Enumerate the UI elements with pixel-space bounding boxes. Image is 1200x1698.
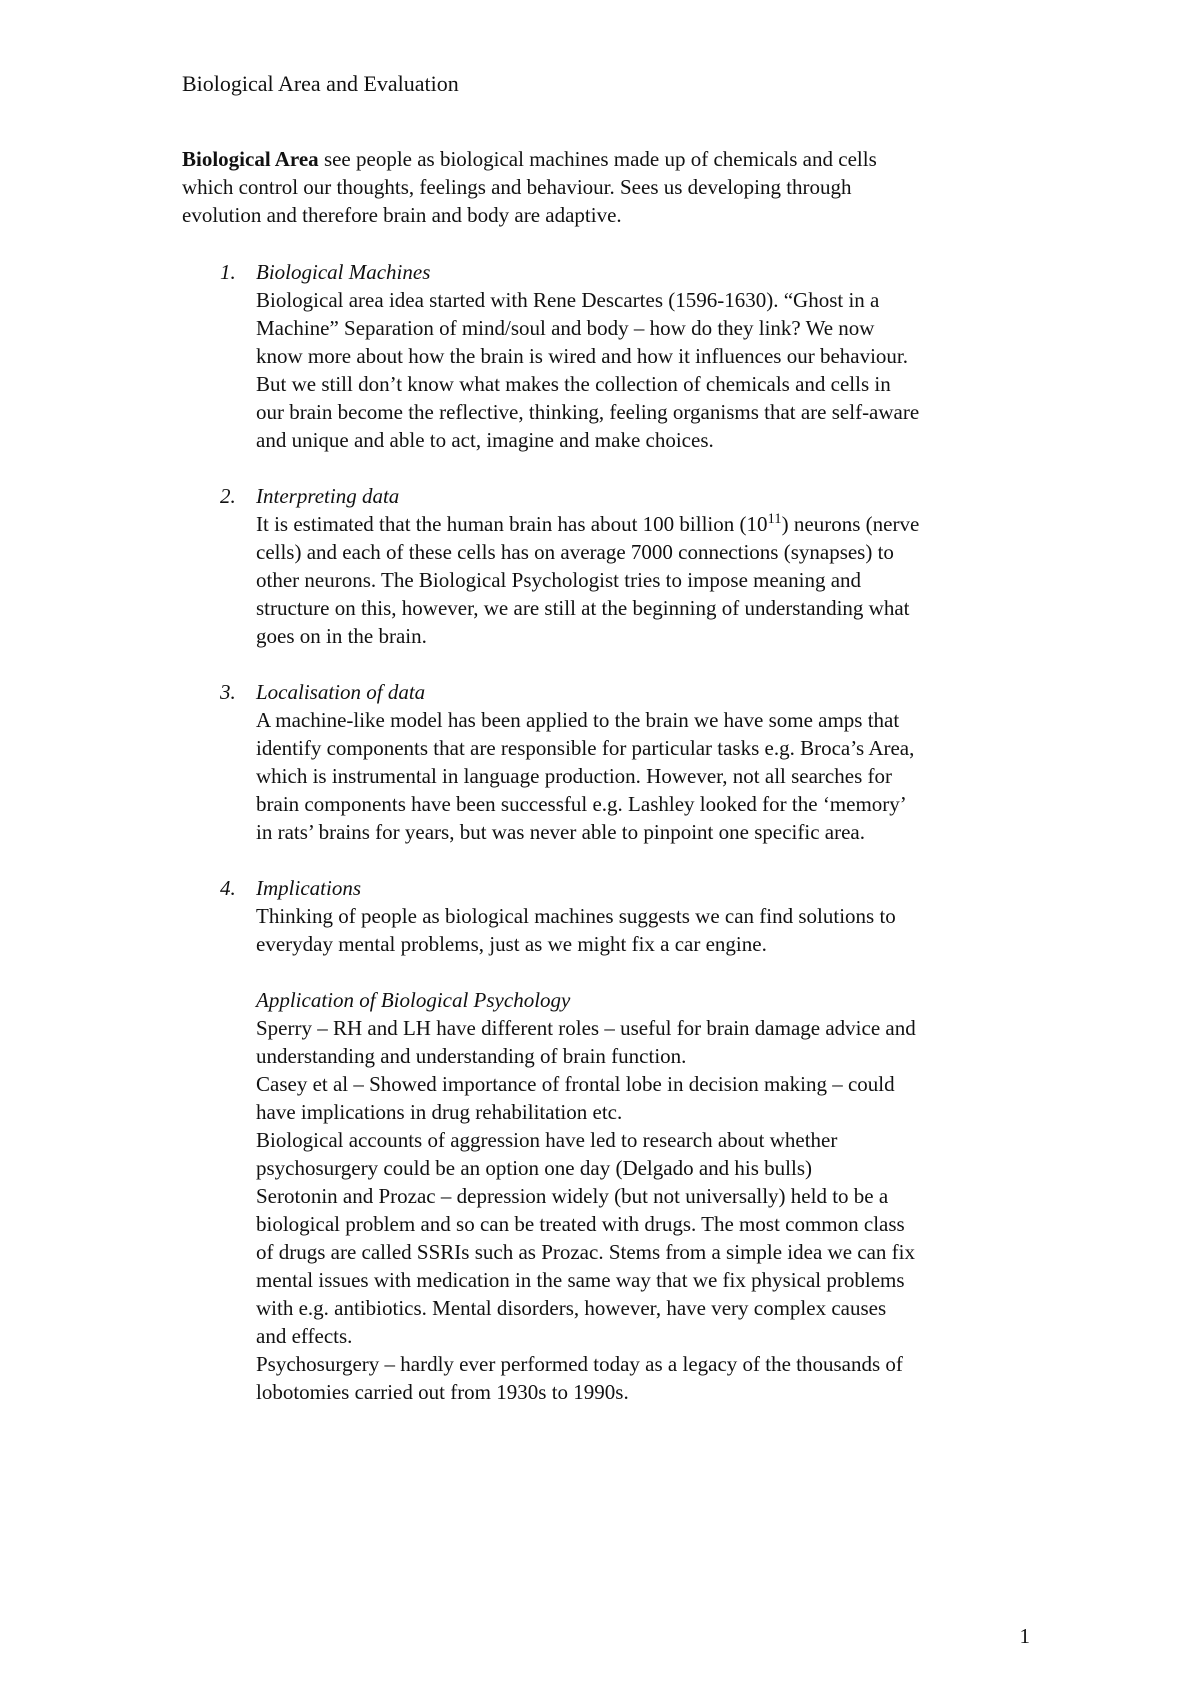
application-line: have implications in drug rehabilitation etc. [256, 1100, 623, 1124]
exponent-superscript: 11 [767, 511, 782, 527]
application-section [256, 986, 1056, 1406]
list-item-line: in rats’ brains for years, but was never able to pinpoint one specific area. [256, 820, 865, 844]
application-line: Sperry – RH and LH have different roles – useful for brain damage advice and [256, 1016, 916, 1040]
list-item-line: structure on this, however, we are still at the beginning of understanding what [256, 596, 910, 620]
application-line: mental issues with medication in the same way that we fix physical problems [256, 1268, 905, 1292]
list-item-line: which is instrumental in language production. However, not all searches for [256, 764, 892, 788]
list-item-localisation-of-data [220, 678, 1056, 846]
list-item-title: Interpreting data [256, 484, 400, 508]
page-header-title: Biological Area and Evaluation [182, 71, 459, 96]
list-item-implications [220, 874, 1056, 958]
list-item-number: 2. [220, 484, 236, 508]
list-item-line: cells) and each of these cells has on average 7000 connections (synapses) to [256, 540, 894, 564]
list-item-number: 4. [220, 876, 236, 900]
list-item-line: Thinking of people as biological machines suggests we can find solutions to [256, 904, 896, 928]
list-item-line: know more about how the brain is wired and how it influences our behaviour. [256, 344, 909, 368]
line-prefix: It is estimated that the human brain has about 100 billion (10 [256, 512, 768, 536]
list-item-line: brain components have been successful e.g. Lashley looked for the ‘memory’ [256, 792, 907, 816]
list-item-line: and unique and able to act, imagine and make choices. [256, 428, 714, 452]
list-item-line: our brain become the reflective, thinking, feeling organisms that are self-aware [256, 400, 920, 424]
list-item-line: Machine” Separation of mind/soul and body – how do they link? We now [256, 316, 875, 340]
list-item-title: Biological Machines [256, 260, 431, 284]
intro-line-1-text: see people as biological machines made up of chemicals and cells [318, 147, 877, 171]
line-suffix: ) neurons (nerve [781, 512, 920, 536]
list-item-line: But we still don’t know what makes the collection of chemicals and cells in [256, 372, 891, 396]
application-line: Serotonin and Prozac – depression widely (but not universally) held to be a [256, 1184, 889, 1208]
list-item-line: Biological area idea started with Rene Descartes (1596-1630). “Ghost in a [256, 288, 880, 312]
application-title: Application of Biological Psychology [256, 988, 571, 1012]
application-line: with e.g. antibiotics. Mental disorders, however, have very complex causes [256, 1296, 887, 1320]
list-item-title: Implications [256, 876, 361, 900]
intro-paragraph [182, 145, 1042, 229]
intro-lead-term: Biological Area [182, 147, 319, 171]
list-item-line: identify components that are responsible for particular tasks e.g. Broca’s Area, [256, 736, 915, 760]
intro-line-2: which control our thoughts, feelings and behaviour. Sees us developing through [182, 175, 852, 199]
intro-line-3: evolution and therefore brain and body are adaptive. [182, 203, 622, 227]
list-item-line: A machine-like model has been applied to the brain we have some amps that [256, 708, 900, 732]
list-item-line: goes on in the brain. [256, 624, 427, 648]
application-line: Casey et al – Showed importance of frontal lobe in decision making – could [256, 1072, 895, 1096]
list-item-biological-machines [220, 258, 1056, 454]
application-line: biological problem and so can be treated with drugs. The most common class [256, 1212, 905, 1236]
application-line: of drugs are called SSRIs such as Prozac. Stems from a simple idea we can fix [256, 1240, 915, 1264]
list-item-line: everyday mental problems, just as we might fix a car engine. [256, 932, 767, 956]
application-line: lobotomies carried out from 1930s to 1990s. [256, 1380, 629, 1404]
intro-line-1 [182, 145, 1042, 173]
page-number: 1 [1019, 1624, 1030, 1648]
list-item-title: Localisation of data [256, 680, 426, 704]
list-item-line [256, 510, 1056, 538]
application-line: Biological accounts of aggression have led to research about whether [256, 1128, 838, 1152]
application-line: understanding and understanding of brain function. [256, 1044, 687, 1068]
list-item-number: 1. [220, 260, 236, 284]
application-line: psychosurgery could be an option one day (Delgado and his bulls) [256, 1156, 812, 1180]
application-line: and effects. [256, 1324, 353, 1348]
list-item-interpreting-data [220, 482, 1056, 650]
list-item-number: 3. [220, 680, 236, 704]
list-item-line: other neurons. The Biological Psychologist tries to impose meaning and [256, 568, 862, 592]
application-line: Psychosurgery – hardly ever performed today as a legacy of the thousands of [256, 1352, 903, 1376]
